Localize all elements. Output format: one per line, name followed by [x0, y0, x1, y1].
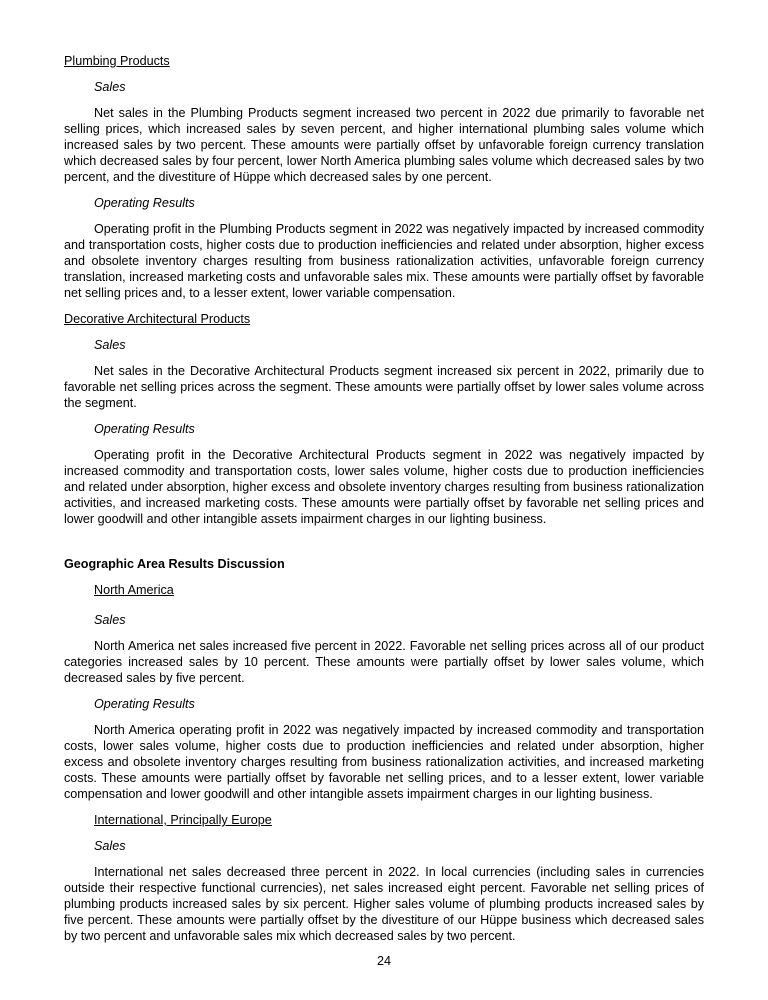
paragraph: Operating profit in the Decorative Architectural Products segment in 2022 was negatively impacted by increased commodity and transportation costs, lower sales volume, higher costs due to production inefficiencies and related under absorption, higher excess and obsolete inventory charges resulting from business rationalization activities, and increased marketing costs. These amounts were partially offset by favorable net selling prices and lower goodwill and other intangible assets impairment charges in our lighting business.: [64, 448, 704, 526]
subheading-sales: Sales: [94, 613, 126, 627]
subheading-sales: Sales: [94, 839, 126, 853]
subheading-sales: Sales: [94, 80, 126, 94]
paragraph: International net sales decreased three percent in 2022. In local currencies (including sales in currencies outside their respective functional currencies), net sales increased eight percent. Favorable net selling prices of plumbing products increased sales by six percent. Higher sales volume of plumbing products increased sales by five percent. These amounts were partially offset by the divestiture of our Hüppe business which decreased sales by two percent and unfavorable sales mix which decreased sales by two percent.: [64, 865, 704, 943]
section-heading-geographic: Geographic Area Results Discussion: [64, 557, 285, 571]
subheading-operating-results: Operating Results: [94, 697, 195, 711]
section-title-plumbing: Plumbing Products: [64, 54, 170, 68]
section-title-international: International, Principally Europe: [94, 813, 272, 827]
page-number: 24: [376, 954, 391, 968]
paragraph: Net sales in the Plumbing Products segment increased two percent in 2022 due primarily to favorable net selling prices, which increased sales by seven percent, and higher international plumbing sales volume which increased sales by two percent. These amounts were partially offset by unfavorable foreign currency translation which decreased sales by four percent, lower North America plumbing sales volume which decreased sales by two percent, and the divestiture of Hüppe which decreased sales by one percent.: [64, 106, 704, 184]
page-content: [64, 53, 704, 954]
subheading-operating-results: Operating Results: [94, 422, 195, 436]
subheading-operating-results: Operating Results: [94, 196, 195, 210]
paragraph: Operating profit in the Plumbing Products segment in 2022 was negatively impacted by increased commodity and transportation costs, higher costs due to production inefficiencies and related under absorption, higher excess and obsolete inventory charges resulting from business rationalization activities, unfavorable foreign currency translation, increased marketing costs and unfavorable sales mix. These amounts were partially offset by favorable net selling prices and, to a lesser extent, lower variable compensation.: [64, 222, 704, 300]
paragraph: North America operating profit in 2022 was negatively impacted by increased commodity and transportation costs, lower sales volume, higher costs due to production inefficiencies and related under absorption, higher excess and obsolete inventory charges resulting from business rationalization activities, and increased marketing costs. These amounts were partially offset by favorable net selling prices, and to a lesser extent, lower variable compensation and lower goodwill and other intangible assets impairment charges in our lighting business.: [64, 723, 704, 801]
subheading-sales: Sales: [94, 338, 126, 352]
section-title-north-america: North America: [94, 583, 174, 597]
section-title-decorative: Decorative Architectural Products: [64, 312, 251, 326]
paragraph: North America net sales increased five percent in 2022. Favorable net selling prices across all of our product categories increased sales by 10 percent. These amounts were partially offset by lower sales volume, which decreased sales by five percent.: [64, 639, 704, 685]
paragraph: Net sales in the Decorative Architectural Products segment increased six percent in 2022, primarily due to favorable net selling prices across the segment. These amounts were partially offset by lower sales volume across the segment.: [64, 364, 704, 410]
